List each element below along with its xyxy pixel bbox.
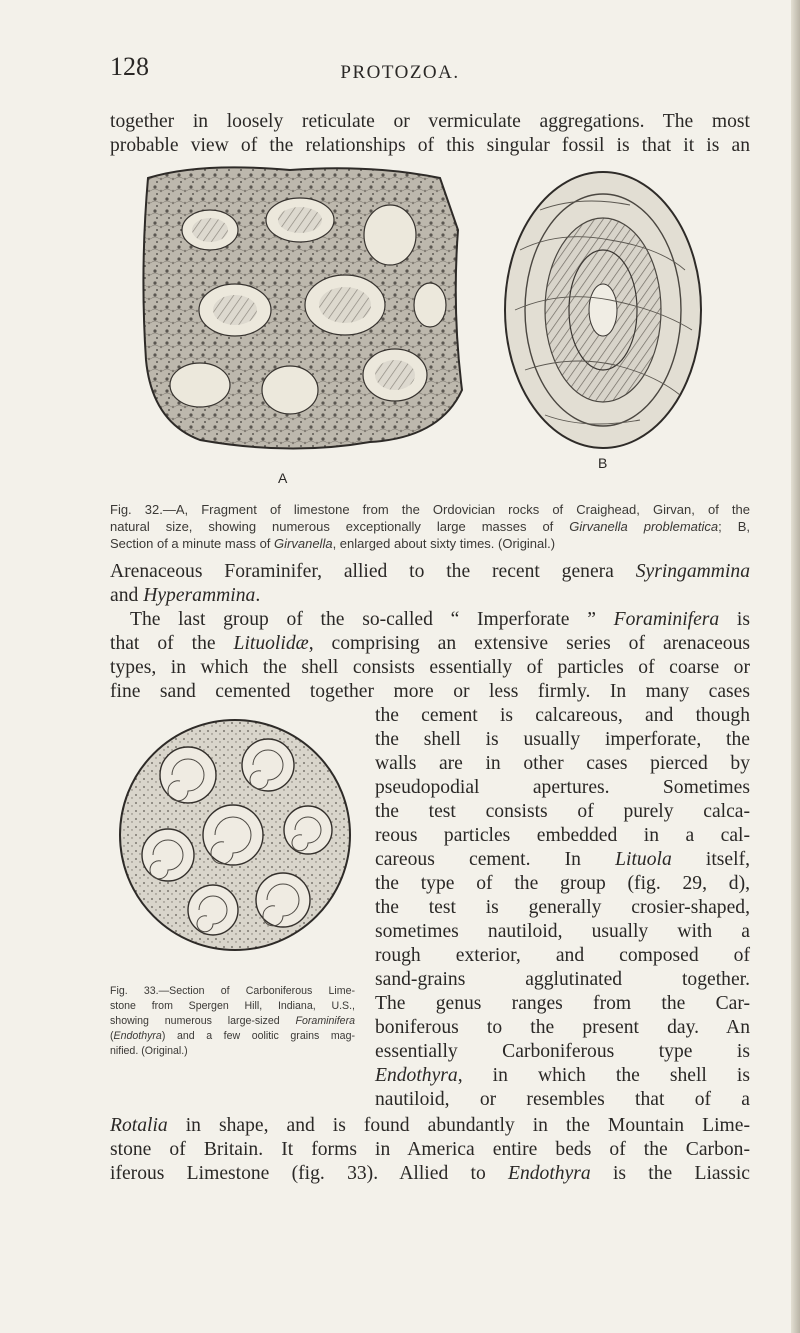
text-line: the type of the group (fig. 29, d), [375,873,750,894]
page-edge [791,0,800,1333]
text-line: the test consists of purely calca- [375,801,750,822]
figure-32-caption [110,501,750,552]
page-number: 128 [110,52,149,81]
caption-line: nified. (Original.) [110,1045,188,1057]
caption-line: natural size, showing numerous exceptionally large masses of Girvanella problematica; B, [110,519,750,534]
text-line: stone of Britain. It forms in America entire beds of the Carbon- [110,1139,750,1160]
text-line: and Hyperammina. [110,585,261,606]
caption-line: Section of a minute mass of Girvanella, enlarged about sixty times. (Original.) [110,536,556,551]
figure-33-illustration [118,705,353,975]
caption-line: Fig. 32.—A, Fragment of limestone from the Ordovician rocks of Craighead, Girvan, of the [110,502,750,517]
figure-33-caption [110,984,355,1059]
text-line: the shell is usually imperforate, the [375,729,750,750]
text-line: probable view of the relationships of this singular fossil is that it is an [110,135,750,156]
figure-32 [140,160,720,490]
caption-line: Fig. 33.—Section of Carboniferous Lime- [110,985,355,997]
text-line: reous particles embedded in a cal- [375,825,750,846]
figure-32a-limestone-fragment [143,167,462,448]
paragraph-1 [110,560,750,608]
caption-line: (Endothyra) and a few oolitic grains mag- [110,1030,355,1042]
text-line: sometimes nautiloid, usually with a [375,921,750,942]
text-line: careous cement. In Lituola itself, [375,849,750,870]
text-line: sand-grains agglutinated together. [375,969,750,990]
figure-33 [118,705,353,975]
text-line: Arenaceous Foraminifer, allied to the recent genera Syringammina [110,561,750,582]
figure-32-illustration [140,160,720,490]
text-line: the test is generally crosier-shaped, [375,897,750,918]
intro-text [110,110,750,158]
text-line: Rotalia in shape, and is found abundantly in the Mountain Lime- [110,1115,750,1136]
text-line: nautiloid, or resembles that of a [375,1089,750,1110]
paragraph-2-end [110,1114,750,1186]
text-line: The last group of the so-called “ Imperforate ” Foraminifera is [130,609,750,630]
text-line: the cement is calcareous, and though [375,705,750,726]
text-line: that of the Lituolidæ, comprising an extensive series of arenaceous [110,633,750,654]
text-line: The genus ranges from the Car- [375,993,750,1014]
text-line: essentially Carboniferous type is [375,1041,750,1062]
caption-line: showing numerous large-sized Foraminifera [110,1015,355,1027]
text-line: fine sand cemented together more or less firmly. In many cases [110,681,750,702]
text-line: Endothyra, in which the shell is [375,1065,750,1086]
page-header [0,52,800,92]
text-line: together in loosely reticulate or vermiculate aggregations. The most [110,111,750,132]
text-line: pseudopodial apertures. Sometimes [375,777,750,798]
figure-32b-girvanella-section [505,172,701,448]
figure-32-label-b: B [598,455,608,471]
figure-32-label-a: A [278,470,288,486]
caption-line: stone from Spergen Hill, Indiana, U.S., [110,1000,355,1012]
paragraph-2 [110,608,750,704]
text-line: types, in which the shell consists essentially of particles of coarse or [110,657,750,678]
text-line: walls are in other cases pierced by [375,753,750,774]
running-head: PROTOZOA. [340,62,460,83]
text-line: boniferous to the present day. An [375,1017,750,1038]
text-line: rough exterior, and composed of [375,945,750,966]
text-line: iferous Limestone (fig. 33). Allied to Endothyra is the Liassic [110,1163,750,1184]
paragraph-2-wrap [375,704,750,1112]
